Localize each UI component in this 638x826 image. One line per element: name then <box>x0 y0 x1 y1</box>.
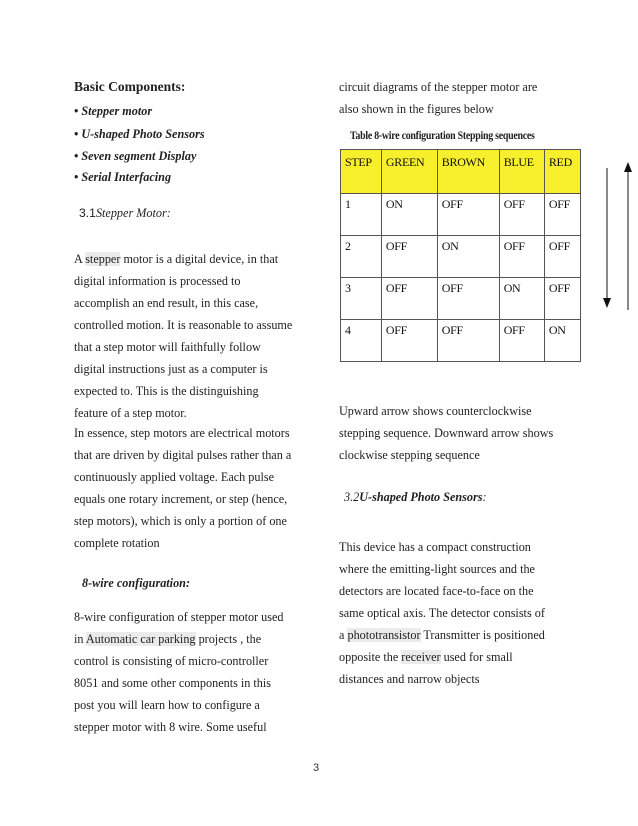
table-header-cell: STEP <box>341 150 382 194</box>
table-cell: OFF <box>544 236 580 278</box>
up-arrow-icon <box>624 162 632 310</box>
table-cell: 1 <box>341 194 382 236</box>
para1-line: digital information is processed to <box>74 274 241 288</box>
table-row <box>341 194 581 236</box>
table-cell: 2 <box>341 236 382 278</box>
para1-line: controlled motion. It is reasonable to assume <box>74 318 293 332</box>
para2-line: control is consisting of micro-controller <box>74 654 269 668</box>
bullet-stepper-motor: • Stepper motor <box>74 104 153 118</box>
para3-line: where the emitting-light sources and the <box>339 562 535 576</box>
table-header-cell: GREEN <box>381 150 437 194</box>
arrow-explanation-line: stepping sequence. Downward arrow shows <box>339 426 554 440</box>
para3-line: detectors are located face-to-face on the <box>339 584 534 598</box>
table-header-cell: BLUE <box>499 150 544 194</box>
table-cell: OFF <box>499 236 544 278</box>
para1-line: digital instructions just as a computer is <box>74 362 268 376</box>
table-header-cell: RED <box>544 150 580 194</box>
para2-line: stepper motor with 8 wire. Some useful <box>74 720 267 734</box>
para1-line: that are driven by digital pulses rather than a <box>74 448 292 462</box>
bullet-serial-interfacing: • Serial Interfacing <box>74 170 172 184</box>
section-3-2-title: U-shaped Photo Sensors <box>359 490 483 504</box>
para1-line: step motors), which is only a portion of one <box>74 514 287 528</box>
para3-line: This device has a compact construction <box>339 540 531 554</box>
section-3-2-number: 3.2 <box>344 490 360 504</box>
para2-line-1: 8-wire configuration of stepper motor used <box>74 610 284 624</box>
bullet-seven-segment: • Seven segment Display <box>74 149 197 163</box>
arrow-explanation-line: clockwise stepping sequence <box>339 448 480 462</box>
table-cell: OFF <box>381 320 437 362</box>
arrow-explanation-line: Upward arrow shows counterclockwise <box>339 404 532 418</box>
section-3-2-heading: 3.2U-shaped Photo Sensors: <box>344 490 487 504</box>
table-cell: OFF <box>499 320 544 362</box>
stepping-sequence-table <box>340 149 581 362</box>
table-cell: 3 <box>341 278 382 320</box>
para1-line: feature of a step motor. <box>74 406 187 420</box>
para2-line: 8051 and some other components in this <box>74 676 272 690</box>
table-row <box>341 320 581 362</box>
para2-line: post you will learn how to configure a <box>74 698 260 712</box>
table-cell: OFF <box>437 320 499 362</box>
table-cell: OFF <box>381 278 437 320</box>
section-3-1-title: Stepper Motor: <box>95 206 171 220</box>
direction-arrows-icon <box>595 160 635 320</box>
receiver-link[interactable]: receiver <box>401 650 441 664</box>
page-number: 3 <box>313 762 320 774</box>
phototransistor-link[interactable]: phototransistor <box>347 628 421 642</box>
intro-line: also shown in the figures below <box>339 102 494 116</box>
para1-line: expected to. This is the distinguishing <box>74 384 259 398</box>
section-3-1-heading <box>79 206 171 220</box>
automatic-car-parking-link[interactable]: Automatic car parking <box>85 632 196 646</box>
intro-line: circuit diagrams of the stepper motor are <box>339 80 538 94</box>
table-cell: OFF <box>381 236 437 278</box>
table-cell: OFF <box>437 194 499 236</box>
table-caption: Table 8-wire configuration Stepping sequences <box>350 130 535 142</box>
para1-line: that a step motor will faithfully follow <box>74 340 261 354</box>
basic-components-heading: Basic Components: <box>74 79 186 94</box>
para3-line-5: a phototransistor Transmitter is positioned <box>339 628 545 642</box>
para1-line: accomplish an end result, in this case, <box>74 296 259 310</box>
table-header-row <box>341 150 581 194</box>
down-arrow-icon <box>603 168 611 308</box>
para3-line: same optical axis. The detector consists of <box>339 606 545 620</box>
table-cell: OFF <box>437 278 499 320</box>
para1-line: continuously applied voltage. Each pulse <box>74 470 275 484</box>
bullet-u-shaped-sensors: • U-shaped Photo Sensors <box>74 127 205 141</box>
table-cell: ON <box>437 236 499 278</box>
para2-line-2: in Automatic car parking projects , the <box>74 632 262 646</box>
table-row <box>341 278 581 320</box>
table-cell: ON <box>544 320 580 362</box>
para1-line: equals one rotary increment, or step (hence, <box>74 492 288 506</box>
table-cell: OFF <box>544 194 580 236</box>
stepper-link[interactable]: stepper <box>85 252 121 266</box>
table-cell: ON <box>499 278 544 320</box>
table-cell: OFF <box>544 278 580 320</box>
table-row <box>341 236 581 278</box>
table-header-cell: BROWN <box>437 150 499 194</box>
para3-line: distances and narrow objects <box>339 672 480 686</box>
para3-line-6: opposite the receiver used for small <box>339 650 513 664</box>
para1-line: In essence, step motors are electrical motors <box>74 426 290 440</box>
eight-wire-heading: 8-wire configuration: <box>82 576 191 590</box>
para1-line: complete rotation <box>74 536 160 550</box>
table-cell: OFF <box>499 194 544 236</box>
table-cell: 4 <box>341 320 382 362</box>
section-3-1-number: 3.1 <box>79 206 96 220</box>
para1-line-1: A stepper motor is a digital device, in that <box>74 252 279 266</box>
table-cell: ON <box>381 194 437 236</box>
